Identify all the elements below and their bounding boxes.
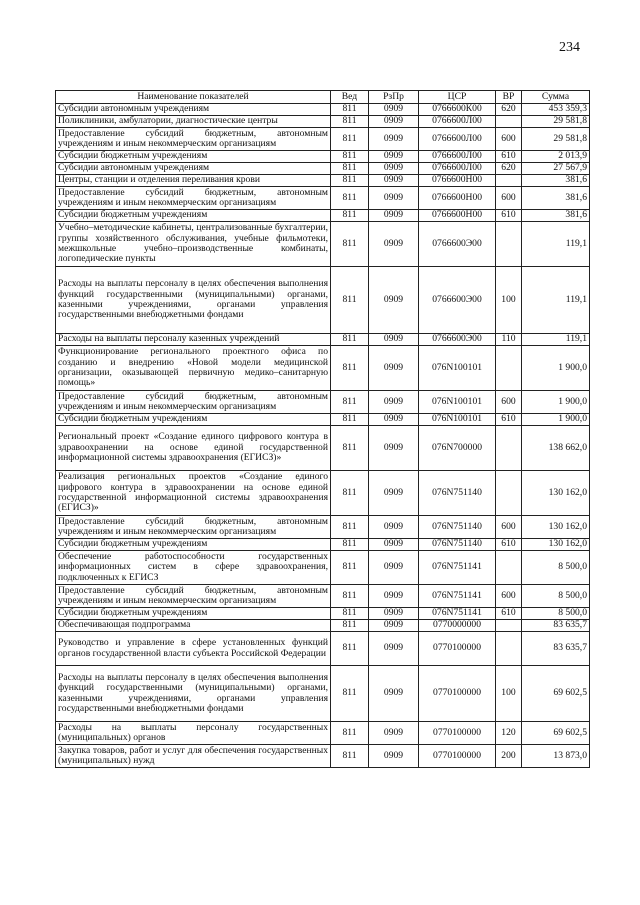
cell-sum: 381,6 [522,210,590,222]
cell-name: Предоставление субсидий бюджетным, автономным учреждениям и иным некоммерческим организациям [56,391,331,414]
table-row [56,414,590,426]
cell-rzpr: 0909 [369,210,419,222]
cell-sum: 29 581,8 [522,128,590,151]
cell-name: Учебно–методические кабинеты, централизованные бухгалтерии, группы хозяйственного обслуживания, учебные фильмотеки, межшкольные учебно–производственные комбинаты, логопедические пункты [56,222,331,267]
cell-ved: 811 [331,334,369,346]
cell-rzpr: 0909 [369,391,419,414]
cell-ved: 811 [331,551,369,585]
cell-vr [496,551,522,585]
cell-vr: 620 [496,163,522,175]
cell-vr: 610 [496,608,522,620]
cell-rzpr: 0909 [369,151,419,163]
header-rzpr: РзПр [369,91,419,104]
cell-csr: 076N100101 [419,391,496,414]
table-row [56,426,590,471]
cell-name: Субсидии бюджетным учреждениям [56,414,331,426]
table-row [56,391,590,414]
cell-ved: 811 [331,620,369,632]
cell-ved: 811 [331,128,369,151]
cell-ved: 811 [331,116,369,128]
table-row [56,116,590,128]
cell-name: Поликлиники, амбулатории, диагностические центры [56,116,331,128]
cell-ved: 811 [331,471,369,516]
cell-sum: 29 581,8 [522,116,590,128]
cell-ved: 811 [331,267,369,334]
table-row [56,620,590,632]
cell-sum: 69 602,5 [522,722,590,745]
cell-vr: 610 [496,539,522,551]
cell-ved: 811 [331,187,369,210]
table-row [56,608,590,620]
cell-ved: 811 [331,516,369,539]
table-row [56,334,590,346]
cell-rzpr: 0909 [369,585,419,608]
cell-sum: 1 900,0 [522,346,590,391]
cell-vr: 110 [496,334,522,346]
table-row [56,128,590,151]
cell-vr [496,175,522,187]
table-row [56,666,590,722]
cell-name: Субсидии бюджетным учреждениям [56,539,331,551]
cell-name: Субсидии бюджетным учреждениям [56,151,331,163]
cell-csr: 0770100000 [419,632,496,666]
cell-vr: 610 [496,210,522,222]
cell-csr: 076N700000 [419,426,496,471]
cell-ved: 811 [331,391,369,414]
cell-sum: 2 013,9 [522,151,590,163]
cell-ved: 811 [331,210,369,222]
cell-vr: 120 [496,722,522,745]
cell-name: Расходы на выплаты персоналу казенных учреждений [56,334,331,346]
cell-vr: 200 [496,745,522,768]
cell-rzpr: 0909 [369,471,419,516]
cell-csr: 0770100000 [419,666,496,722]
header-csr: ЦСР [419,91,496,104]
cell-csr: 0770100000 [419,722,496,745]
cell-rzpr: 0909 [369,666,419,722]
cell-sum: 8 500,0 [522,551,590,585]
table-row [56,151,590,163]
cell-rzpr: 0909 [369,426,419,471]
cell-name: Субсидии автономным учреждениям [56,163,331,175]
cell-name: Расходы на выплаты персоналу государственных (муниципальных) органов [56,722,331,745]
table-row [56,516,590,539]
cell-vr [496,346,522,391]
cell-csr: 076N751140 [419,516,496,539]
cell-rzpr: 0909 [369,267,419,334]
cell-name: Субсидии автономным учреждениям [56,104,331,116]
cell-rzpr: 0909 [369,722,419,745]
cell-vr [496,620,522,632]
cell-sum: 8 500,0 [522,608,590,620]
cell-csr: 076N751140 [419,471,496,516]
cell-ved: 811 [331,426,369,471]
cell-sum: 453 359,3 [522,104,590,116]
cell-rzpr: 0909 [369,116,419,128]
cell-sum: 119,1 [522,222,590,267]
cell-vr: 610 [496,414,522,426]
cell-csr: 076N100101 [419,414,496,426]
cell-sum: 130 162,0 [522,516,590,539]
cell-rzpr: 0909 [369,551,419,585]
cell-sum: 69 602,5 [522,666,590,722]
cell-vr: 600 [496,391,522,414]
cell-ved: 811 [331,632,369,666]
header-ved: Вед [331,91,369,104]
cell-sum: 119,1 [522,267,590,334]
cell-ved: 811 [331,175,369,187]
cell-csr: 076N751141 [419,608,496,620]
cell-name: Функционирование регионального проектного офиса по созданию и внедрению «Новой модели медицинской организации, оказывающей первичную медико–санитарную помощь» [56,346,331,391]
table-row [56,222,590,267]
cell-csr: 0766600Л00 [419,151,496,163]
cell-csr: 0766600Л00 [419,116,496,128]
cell-rzpr: 0909 [369,104,419,116]
cell-ved: 811 [331,222,369,267]
cell-ved: 811 [331,745,369,768]
cell-name: Предоставление субсидий бюджетным, автономным учреждениям и иным некоммерческим организациям [56,585,331,608]
cell-name: Руководство и управление в сфере установленных функций органов государственной власти субъекта Российской Федерации [56,632,331,666]
cell-csr: 076N100101 [419,346,496,391]
cell-vr [496,116,522,128]
cell-rzpr: 0909 [369,745,419,768]
cell-rzpr: 0909 [369,346,419,391]
cell-rzpr: 0909 [369,539,419,551]
cell-vr: 610 [496,151,522,163]
cell-name: Закупка товаров, работ и услуг для обеспечения государственных (муниципальных) нужд [56,745,331,768]
cell-rzpr: 0909 [369,632,419,666]
cell-rzpr: 0909 [369,620,419,632]
header-name: Наименование показателей [56,91,331,104]
cell-rzpr: 0909 [369,222,419,267]
cell-vr [496,471,522,516]
cell-name: Предоставление субсидий бюджетным, автономным учреждениям и иным некоммерческим организациям [56,128,331,151]
cell-name: Расходы на выплаты персоналу в целях обеспечения выполнения функций государственными (муниципальными) органами, казенными учреждениями, органами управления государственными внебюджетными фондами [56,666,331,722]
table-row [56,267,590,334]
table-row [56,745,590,768]
cell-name: Расходы на выплаты персоналу в целях обеспечения выполнения функций государственными (муниципальными) органами, казенными учреждениями, органами управления государственными внебюджетными фондами [56,267,331,334]
cell-csr: 0766600Л00 [419,128,496,151]
cell-name: Региональный проект «Создание единого цифрового контура в здравоохранении на основе единой государственной информационной системы здравоохранения (ЕГИСЗ)» [56,426,331,471]
cell-csr: 076N751141 [419,551,496,585]
table-row [56,163,590,175]
table-row [56,632,590,666]
cell-ved: 811 [331,104,369,116]
cell-sum: 83 635,7 [522,632,590,666]
cell-name: Предоставление субсидий бюджетным, автономным учреждениям и иным некоммерческим организациям [56,516,331,539]
cell-ved: 811 [331,346,369,391]
cell-sum: 138 662,0 [522,426,590,471]
cell-vr: 100 [496,267,522,334]
header-vr: ВР [496,91,522,104]
cell-sum: 1 900,0 [522,414,590,426]
cell-vr [496,632,522,666]
cell-vr: 600 [496,128,522,151]
cell-name: Предоставление субсидий бюджетным, автономным учреждениям и иным некоммерческим организациям [56,187,331,210]
cell-name: Обеспечение работоспособности государственных информационных систем в сфере здравоохранения, подключенных к ЕГИСЗ [56,551,331,585]
cell-sum: 119,1 [522,334,590,346]
cell-rzpr: 0909 [369,608,419,620]
cell-ved: 811 [331,163,369,175]
table-row [56,551,590,585]
cell-vr: 600 [496,516,522,539]
cell-csr: 0766600Н00 [419,210,496,222]
cell-vr: 600 [496,187,522,210]
cell-csr: 076N751141 [419,585,496,608]
cell-sum: 1 900,0 [522,391,590,414]
cell-name: Центры, станции и отделения переливания крови [56,175,331,187]
cell-sum: 8 500,0 [522,585,590,608]
cell-ved: 811 [331,151,369,163]
cell-csr: 0766600Н00 [419,187,496,210]
cell-rzpr: 0909 [369,334,419,346]
cell-csr: 0766600Н00 [419,175,496,187]
cell-name: Субсидии бюджетным учреждениям [56,210,331,222]
cell-ved: 811 [331,585,369,608]
table-row [56,210,590,222]
cell-vr [496,222,522,267]
table-header-row [56,91,590,104]
table-row [56,585,590,608]
cell-csr: 076N751140 [419,539,496,551]
cell-sum: 27 567,9 [522,163,590,175]
cell-csr: 0770000000 [419,620,496,632]
cell-csr: 0766600Э00 [419,334,496,346]
table-row [56,471,590,516]
cell-rzpr: 0909 [369,414,419,426]
cell-vr [496,426,522,471]
cell-rzpr: 0909 [369,516,419,539]
cell-name: Реализация региональных проектов «Создание единого цифрового контура в здравоохранении на основе единой государственной информационной системы здравоохранения (ЕГИСЗ)» [56,471,331,516]
table-row [56,175,590,187]
cell-csr: 0770100000 [419,745,496,768]
cell-ved: 811 [331,608,369,620]
cell-vr: 620 [496,104,522,116]
cell-rzpr: 0909 [369,128,419,151]
table-row [56,539,590,551]
cell-csr: 0766600Л00 [419,163,496,175]
table-row [56,722,590,745]
cell-csr: 0766600Э00 [419,222,496,267]
cell-ved: 811 [331,722,369,745]
cell-name: Обеспечивающая подпрограмма [56,620,331,632]
cell-vr: 100 [496,666,522,722]
budget-table [55,90,590,768]
cell-sum: 381,6 [522,187,590,210]
cell-sum: 381,6 [522,175,590,187]
cell-vr: 600 [496,585,522,608]
cell-ved: 811 [331,414,369,426]
header-sum: Сумма [522,91,590,104]
cell-name: Субсидии бюджетным учреждениям [56,608,331,620]
cell-rzpr: 0909 [369,163,419,175]
cell-sum: 13 873,0 [522,745,590,768]
cell-rzpr: 0909 [369,175,419,187]
table-body [56,104,590,768]
page-number: 234 [559,40,580,55]
cell-csr: 0766600Э00 [419,267,496,334]
cell-csr: 0766600К00 [419,104,496,116]
table-row [56,104,590,116]
cell-ved: 811 [331,666,369,722]
cell-rzpr: 0909 [369,187,419,210]
cell-sum: 130 162,0 [522,539,590,551]
table-row [56,187,590,210]
cell-sum: 130 162,0 [522,471,590,516]
cell-ved: 811 [331,539,369,551]
cell-sum: 83 635,7 [522,620,590,632]
table-row [56,346,590,391]
